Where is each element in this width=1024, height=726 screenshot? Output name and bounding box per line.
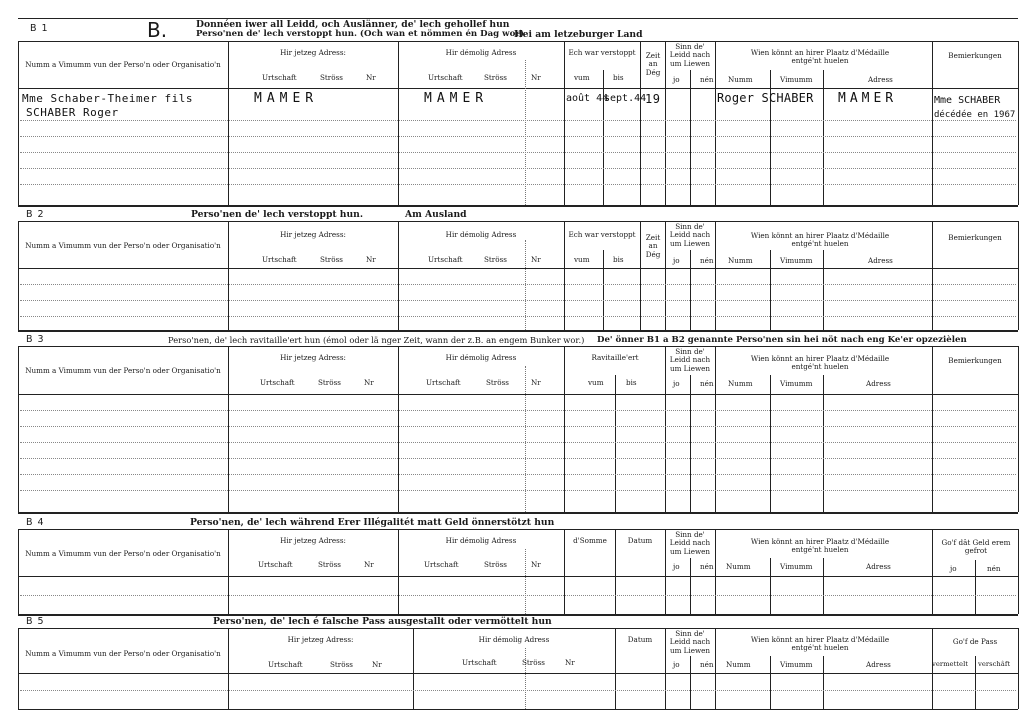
- header-remarks: Bemierkungen: [948, 233, 1002, 242]
- form-title: Donnéen iwer all Leidd, och Auslänner, de' lech gehollef hun: [196, 19, 510, 30]
- header-alive: Sinn de' Leidd nach um Liewen: [669, 629, 711, 655]
- header-former-address: Hir démolig Adress: [445, 536, 517, 545]
- header-recipient: Wien könnt an hirer Plaatz d'Médaille entgé'nt huelen: [750, 354, 890, 372]
- section-title: Perso'nen, de' lech ravitaille'ert hun (émol oder lä nger Zeit, wann der z.B. an engem Bunker wor.): [168, 335, 585, 345]
- header-passport-mediated: vermettelt: [932, 660, 968, 668]
- header-recipient-first: Vimumm: [780, 256, 813, 265]
- header-town: Urtschaft: [462, 658, 497, 667]
- header-to: bis: [626, 378, 637, 387]
- header-from: vum: [574, 255, 590, 264]
- entry-from: août 44: [566, 93, 609, 104]
- entry-days: 19: [645, 92, 661, 106]
- header-passport: Go'f de Pass: [952, 637, 998, 646]
- header-name: Numm a Vimumm vun der Perso'n oder Organisatio'n: [25, 549, 221, 558]
- header-name: Numm a Vimumm vun der Perso'n oder Organisatio'n: [25, 60, 221, 69]
- header-yes: jo: [673, 75, 680, 84]
- form-subtitle: Perso'nen de' lech verstoppt hun. (Och wan et nömmen én Dag wor): [196, 29, 524, 39]
- header-remarks: Bemierkungen: [948, 51, 1002, 60]
- header-recipient-first: Vimumm: [780, 562, 813, 571]
- header-date: Datum: [627, 536, 653, 545]
- entry-remark-1: Mme SCHABER: [934, 95, 1001, 106]
- header-street: Ströss: [318, 560, 341, 569]
- header-town: Urtschaft: [426, 378, 461, 387]
- header-yes: jo: [673, 256, 680, 265]
- header-recipient: Wien könnt an hirer Plaatz d'Médaille entgé'nt huelen: [750, 537, 890, 555]
- header-alive: Sinn de' Leidd nach um Liewen: [669, 42, 711, 68]
- entry-to: sept.44: [604, 93, 647, 104]
- entry-recipient-name: Roger SCHABER: [717, 91, 814, 105]
- section-label: B 5: [26, 616, 45, 627]
- entry-remark-2: décédée en 1967: [934, 110, 1016, 120]
- header-recipient: Wien könnt an hirer Plaatz d'Médaille entgé'nt huelen: [750, 231, 890, 249]
- header-recipient-name: Numm: [728, 75, 753, 84]
- header-nr: Nr: [372, 660, 382, 669]
- section-title-location: Am Ausland: [405, 209, 467, 220]
- header-recipient-address: Adress: [866, 379, 891, 388]
- header-street: Ströss: [484, 255, 507, 264]
- header-town: Urtschaft: [428, 73, 463, 82]
- header-town: Urtschaft: [258, 560, 293, 569]
- header-nr: Nr: [531, 73, 541, 82]
- header-returned-yes: jo: [950, 564, 957, 573]
- header-recipient-name: Numm: [726, 660, 751, 669]
- header-yes: jo: [673, 660, 680, 669]
- header-date: Datum: [627, 635, 653, 644]
- header-town: Urtschaft: [262, 255, 297, 264]
- header-nr: Nr: [531, 560, 541, 569]
- entry-former-town: MAMER: [424, 91, 489, 106]
- section-title: Perso'nen de' lech verstoppt hun.: [191, 209, 364, 220]
- header-from: vum: [588, 378, 604, 387]
- section-title: Perso'nen, de' lech während Erer Illégalitét matt Geld önnerstötzt hun: [190, 517, 555, 528]
- header-town: Urtschaft: [262, 73, 297, 82]
- entry-recipient-address: MAMER: [838, 91, 898, 106]
- header-nr: Nr: [531, 378, 541, 387]
- header-nr: Nr: [364, 560, 374, 569]
- header-passport-issued: verschâft: [978, 660, 1011, 668]
- header-recipient-address: Adress: [866, 660, 891, 669]
- header-recipient: Wien könnt an hirer Plaatz d'Médaille entgé'nt huelen: [750, 635, 890, 653]
- header-street: Ströss: [330, 660, 353, 669]
- header-town: Urtschaft: [260, 378, 295, 387]
- header-hidden: Ech war verstoppt: [568, 48, 636, 57]
- header-recipient-first: Vimumm: [780, 379, 813, 388]
- header-name: Numm a Vimumm vun der Perso'n oder Organisatio'n: [25, 366, 221, 375]
- header-nr: Nr: [366, 73, 376, 82]
- header-recipient-first: Vimumm: [780, 75, 813, 84]
- header-recipient-name: Numm: [728, 379, 753, 388]
- header-no: nén: [700, 379, 714, 388]
- section-note: De' önner B1 a B2 genannte Perso'nen sin hei nöt nach eng Ke'er opzezièlen: [597, 335, 967, 345]
- header-street: Ströss: [484, 560, 507, 569]
- header-current-address: Hir jetzeg Adress:: [280, 353, 346, 362]
- header-nr: Nr: [364, 378, 374, 387]
- header-to: bis: [613, 73, 624, 82]
- header-recipient-name: Numm: [726, 562, 751, 571]
- header-current-address: Hir jetzeg Adress:: [280, 230, 346, 239]
- header-street: Ströss: [318, 378, 341, 387]
- header-recipient: Wien könnt an hirer Plaatz d'Médaille entgé'nt huelen: [750, 48, 890, 66]
- header-recipient-name: Numm: [728, 256, 753, 265]
- header-alive: Sinn de' Leidd nach um Liewen: [669, 222, 711, 248]
- header-from: vum: [574, 73, 590, 82]
- header-to: bis: [613, 255, 624, 264]
- header-no: nén: [700, 75, 714, 84]
- header-returned-no: nén: [987, 564, 1001, 573]
- header-current-address: Hir jetzeg Adress:: [287, 635, 354, 644]
- header-nr: Nr: [366, 255, 376, 264]
- entry-name-1: Mme Schaber-Theimer fils: [22, 92, 193, 105]
- header-remarks: Bemierkungen: [948, 356, 1002, 365]
- header-name: Numm a Vimumm vun der Perso'n oder Organisatio'n: [25, 649, 221, 658]
- header-town: Urtschaft: [428, 255, 463, 264]
- section-label: B 2: [26, 209, 45, 220]
- entry-name-2: SCHABER Roger: [26, 106, 119, 119]
- header-former-address: Hir démolig Adress: [445, 353, 517, 362]
- header-recipient-address: Adress: [866, 562, 891, 571]
- header-no: nén: [700, 256, 714, 265]
- entry-current-town: MAMER: [254, 91, 319, 106]
- section-label: B 1: [30, 23, 49, 34]
- header-street: Ströss: [320, 255, 343, 264]
- header-nr: Nr: [531, 255, 541, 264]
- header-amount: d'Somme: [573, 536, 607, 545]
- header-recipient-first: Vimumm: [780, 660, 813, 669]
- header-current-address: Hir jetzeg Adress:: [280, 536, 346, 545]
- header-street: Ströss: [484, 73, 507, 82]
- header-former-address: Hir démolig Adress: [478, 635, 550, 644]
- header-town: Urtschaft: [424, 560, 459, 569]
- header-street: Ströss: [486, 378, 509, 387]
- section-label: B 4: [26, 517, 45, 528]
- header-days: Zeit an Dég: [645, 233, 661, 259]
- form-subtitle-location: Hei am letzeburger Land: [514, 29, 643, 40]
- header-alive: Sinn de' Leidd nach um Liewen: [669, 530, 711, 556]
- section-label: B 3: [26, 334, 45, 345]
- header-recipient-address: Adress: [868, 75, 893, 84]
- header-town: Urtschaft: [268, 660, 303, 669]
- header-money-returned: Go'f dât Geld erem gefrot: [941, 538, 1011, 556]
- section-title: Perso'nen, de' lech é falsche Pass ausgestallt oder vermöttelt hun: [213, 616, 552, 627]
- header-yes: jo: [673, 379, 680, 388]
- section-letter: B.: [147, 18, 168, 42]
- header-street: Ströss: [522, 658, 545, 667]
- header-yes: jo: [673, 562, 680, 571]
- header-former-address: Hir démolig Adress: [445, 48, 517, 57]
- header-no: nén: [700, 660, 714, 669]
- header-nr: Nr: [565, 658, 575, 667]
- header-days: Zeit an Dég: [645, 51, 661, 77]
- header-recipient-address: Adress: [868, 256, 893, 265]
- header-alive: Sinn de' Leidd nach um Liewen: [669, 347, 711, 373]
- header-supplied: Ravitaille'ert: [591, 353, 639, 362]
- header-hidden: Ech war verstoppt: [568, 230, 636, 239]
- header-current-address: Hir jetzeg Adress:: [280, 48, 346, 57]
- header-street: Ströss: [320, 73, 343, 82]
- header-former-address: Hir démolig Adress: [445, 230, 517, 239]
- header-no: nén: [700, 562, 714, 571]
- header-name: Numm a Vimumm vun der Perso'n oder Organisatio'n: [25, 241, 221, 250]
